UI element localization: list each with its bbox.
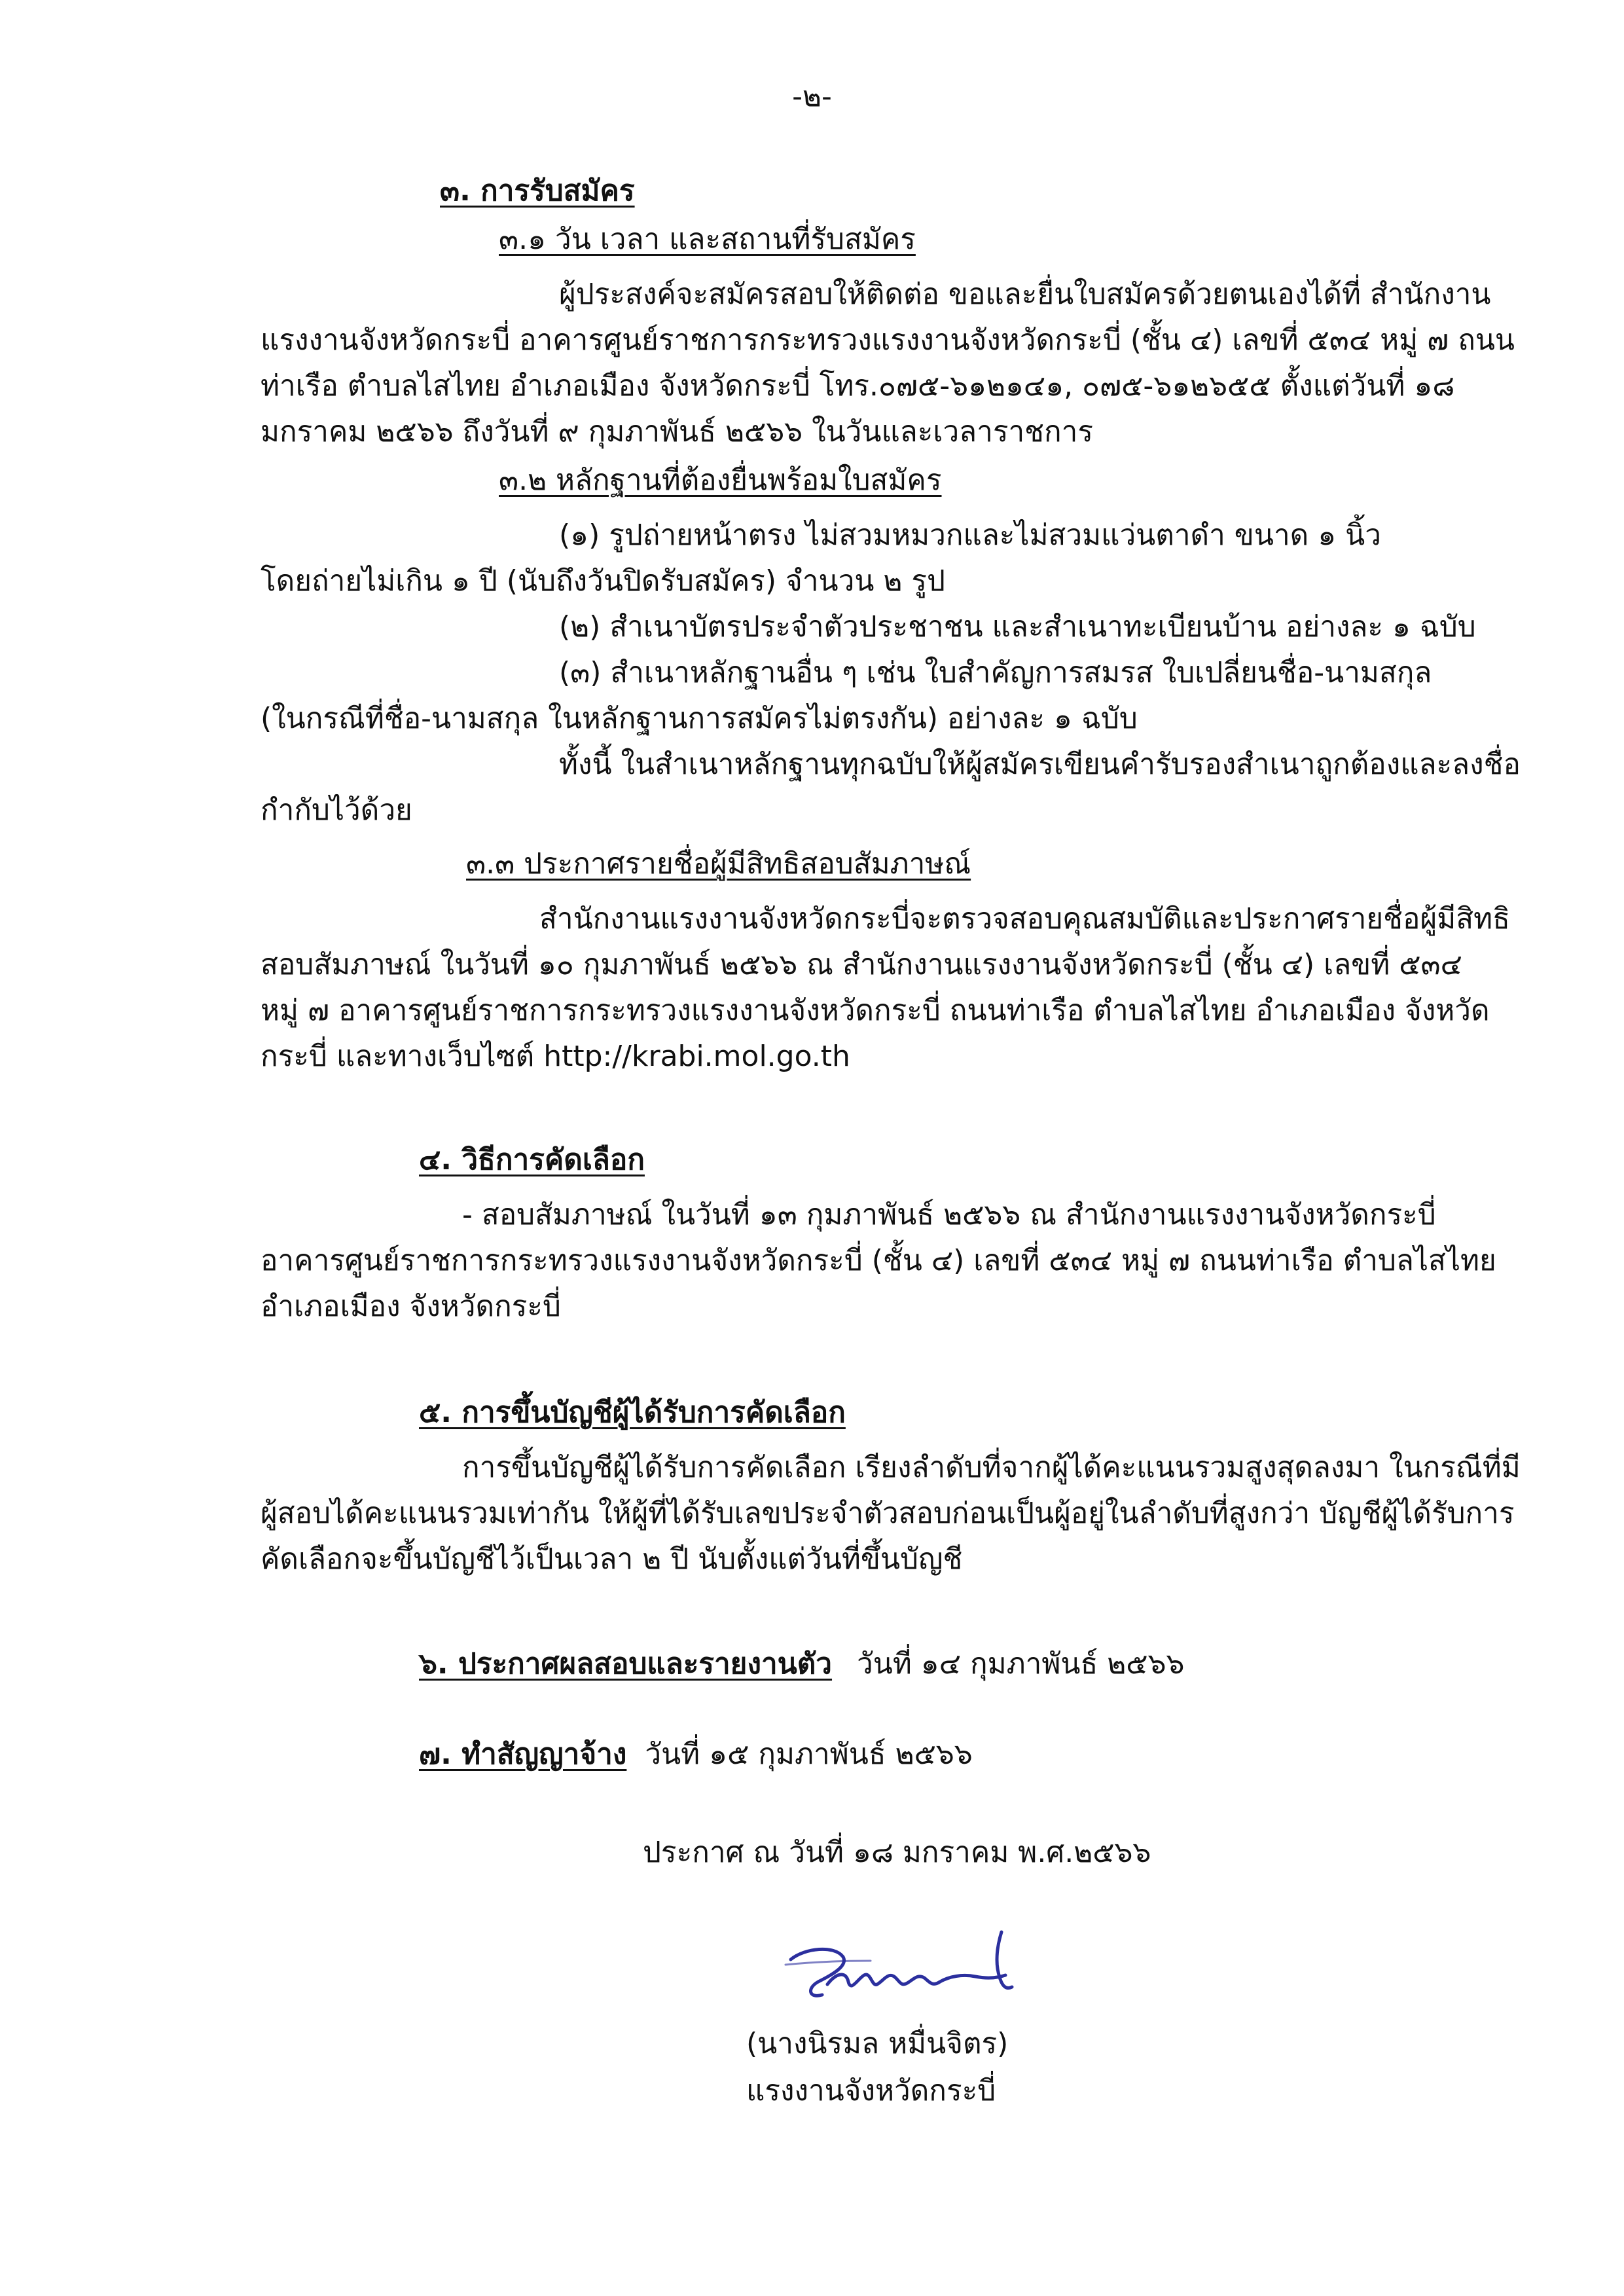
section-7-title: ๗. ทำสัญญาจ้าง bbox=[419, 1738, 627, 1771]
section-3-3-line-1: สำนักงานแรงงานจังหวัดกระบี่จะตรวจสอบคุณสมบัติและประกาศรายชื่อผู้มีสิทธิ bbox=[539, 902, 1510, 936]
section-7-date: วันที่ ๑๕ กุมภาพันธ์ ๒๕๖๖ bbox=[645, 1738, 973, 1771]
section-5-line-3: คัดเลือกจะขึ้นบัญชีไว้เป็นเวลา ๒ ปี นับตั้งแต่วันที่ขึ้นบัญชี bbox=[261, 1542, 963, 1576]
section-3-3-line-4: กระบี่ และทางเว็บไซต์ http://krabi.mol.go.th bbox=[261, 1040, 850, 1073]
section-3-3-line-3: หมู่ ๗ อาคารศูนย์ราชการกระทรวงแรงงานจังหวัดกระบี่ ถนนท่าเรือ ตำบลไสไทย อำเภอเมือง จังหวัด bbox=[261, 994, 1490, 1027]
handwritten-signature bbox=[772, 1922, 1021, 2020]
section-3-2-line-2: โดยถ่ายไม่เกิน ๑ ปี (นับถึงวันปิดรับสมัคร) จำนวน ๒ รูป bbox=[261, 564, 945, 598]
section-7-row bbox=[419, 1735, 973, 1774]
section-3-2-line-3: (๒) สำเนาบัตรประจำตัวประชาชน และสำเนาทะเบียนบ้าน อย่างละ ๑ ฉบับ bbox=[559, 610, 1476, 644]
section-4-line-2: อาคารศูนย์ราชการกระทรวงแรงงานจังหวัดกระบี่ (ชั้น ๔) เลขที่ ๕๓๔ หมู่ ๗ ถนนท่าเรือ ตำบลไสไทย bbox=[261, 1244, 1496, 1277]
section-3-2-line-7: กำกับไว้ด้วย bbox=[261, 793, 412, 827]
section-6-date: วันที่ ๑๔ กุมภาพันธ์ ๒๕๖๖ bbox=[857, 1647, 1185, 1681]
section-3-1-line-1: ผู้ประสงค์จะสมัครสอบให้ติดต่อ ขอและยื่นใบสมัครด้วยตนเองได้ที่ สำนักงาน bbox=[559, 278, 1491, 311]
section-3-1-line-3: ท่าเรือ ตำบลไสไทย อำเภอเมือง จังหวัดกระบี่ โทร.๐๗๕-๖๑๒๑๔๑, ๐๗๕-๖๑๒๖๕๕ ตั้งแต่วันที่ ๑๘ bbox=[261, 369, 1455, 403]
page-number: -๒- bbox=[792, 80, 832, 113]
announce-date: ประกาศ ณ วันที่ ๑๘ มกราคม พ.ศ.๒๕๖๖ bbox=[643, 1836, 1151, 1869]
section-4-title: ๔. วิธีการคัดเลือก bbox=[419, 1143, 645, 1176]
section-5-title: ๕. การขึ้นบัญชีผู้ได้รับการคัดเลือก bbox=[419, 1396, 846, 1429]
section-3-1-line-4: มกราคม ๒๕๖๖ ถึงวันที่ ๙ กุมภาพันธ์ ๒๕๖๖ ในวันและเวลาราชการ bbox=[261, 415, 1094, 448]
section-3-2-line-6: ทั้งนี้ ในสำเนาหลักฐานทุกฉบับให้ผู้สมัครเขียนคำรับรองสำเนาถูกต้องและลงชื่อ bbox=[559, 748, 1521, 781]
section-3-2-title: ๓.๒ หลักฐานที่ต้องยื่นพร้อมใบสมัคร bbox=[499, 464, 942, 497]
section-3-1-line-2: แรงงานจังหวัดกระบี่ อาคารศูนย์ราชการกระทรวงแรงงานจังหวัดกระบี่ (ชั้น ๔) เลขที่ ๕๓๔ หมู่ ๗ ถนน bbox=[261, 323, 1515, 357]
section-3-title: ๓. การรับสมัคร bbox=[440, 174, 635, 208]
section-3-1-title: ๓.๑ วัน เวลา และสถานที่รับสมัคร bbox=[499, 223, 916, 256]
section-5-line-2: ผู้สอบได้คะแนนรวมเท่ากัน ให้ผู้ที่ได้รับเลขประจำตัวสอบก่อนเป็นผู้อยู่ในลำดับที่สูงกว่า บัญชีผู้ได้รับการ bbox=[261, 1497, 1515, 1530]
section-5-line-1: การขึ้นบัญชีผู้ได้รับการคัดเลือก เรียงลำดับที่จากผู้ได้คะแนนรวมสูงสุดลงมา ในกรณีที่มี bbox=[462, 1451, 1521, 1484]
section-4-line-3: อำเภอเมือง จังหวัดกระบี่ bbox=[261, 1290, 561, 1323]
section-3-3-title: ๓.๓ ประกาศรายชื่อผู้มีสิทธิสอบสัมภาษณ์ bbox=[466, 847, 971, 881]
signer-name: (นางนิรมล หมื่นจิตร) bbox=[746, 2027, 1009, 2060]
signer-title: แรงงานจังหวัดกระบี่ bbox=[746, 2074, 996, 2107]
section-6-row bbox=[419, 1645, 1184, 1684]
section-3-2-line-4: (๓) สำเนาหลักฐานอื่น ๆ เช่น ใบสำคัญการสมรส ใบเปลี่ยนชื่อ-นามสกุล bbox=[559, 656, 1432, 689]
section-3-3-line-2: สอบสัมภาษณ์ ในวันที่ ๑๐ กุมภาพันธ์ ๒๕๖๖ ณ สำนักงานแรงงานจังหวัดกระบี่ (ชั้น ๔) เลขที่ ๕๓๔ bbox=[261, 948, 1462, 981]
section-3-2-line-1: (๑) รูปถ่ายหน้าตรง ไม่สวมหมวกและไม่สวมแว่นตาดำ ขนาด ๑ นิ้ว bbox=[559, 519, 1381, 552]
section-3-2-line-5: (ในกรณีที่ชื่อ-นามสกุล ในหลักฐานการสมัครไม่ตรงกัน) อย่างละ ๑ ฉบับ bbox=[261, 702, 1138, 735]
section-4-line-1: - สอบสัมภาษณ์ ในวันที่ ๑๓ กุมภาพันธ์ ๒๕๖๖ ณ สำนักงานแรงงานจังหวัดกระบี่ bbox=[462, 1198, 1436, 1231]
section-6-title: ๖. ประกาศผลสอบและรายงานตัว bbox=[419, 1647, 833, 1681]
